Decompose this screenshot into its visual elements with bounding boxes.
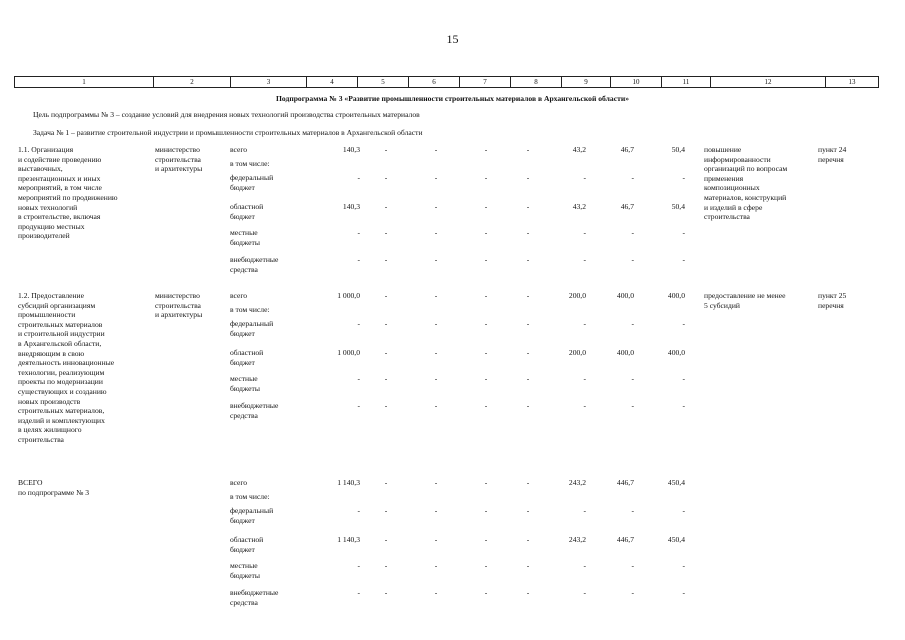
activity-name-line: и содействие проведению <box>18 154 102 164</box>
value-cell-c9: 243,2 <box>568 478 586 487</box>
activity-name-line: изделий и комплектующих <box>18 415 105 425</box>
result-line: композиционных <box>704 183 760 193</box>
value-cell-c4: 1 000,0 <box>337 348 360 357</box>
value-cell-c10: 400,0 <box>616 291 634 300</box>
value-cell-c6: - <box>434 478 438 487</box>
funding-source-line: местные <box>230 228 258 237</box>
value-cell-c4: 1 140,3 <box>337 478 360 487</box>
value-cell-c10: - <box>631 173 634 182</box>
value-cell-c8: - <box>526 561 530 570</box>
value-cell-c4: - <box>357 374 360 383</box>
value-cell-c8: - <box>526 291 530 300</box>
task-text: Задача № 1 – развитие строительной индустрии и промышленности строительных материалов в Архангельской области <box>33 128 423 137</box>
activity-name-line: в Архангельской области, <box>18 339 102 348</box>
funding-source-line: внебюджетные <box>230 401 279 410</box>
value-cell-c11: 450,4 <box>667 478 685 487</box>
funding-source-line: бюджет <box>230 328 255 338</box>
value-cell-c5: - <box>384 228 388 237</box>
value-cell-c10: - <box>631 374 634 383</box>
result-line: информированности <box>704 154 771 164</box>
funding-source-line: всего <box>230 291 248 300</box>
value-cell-c4: 1 000,0 <box>337 291 360 300</box>
value-cell-c10: - <box>631 506 634 515</box>
value-cell-c10: - <box>631 588 634 597</box>
funding-source-line: бюджеты <box>230 237 260 247</box>
value-cell-c11: - <box>682 374 685 383</box>
value-cell-c4: - <box>357 255 360 264</box>
activity-name-line: по подпрограмме № 3 <box>18 487 90 497</box>
executor-line: министерство <box>155 291 200 300</box>
value-cell-c11: - <box>682 588 685 597</box>
value-cell-c4: - <box>357 588 360 597</box>
column-number-header <box>14 76 879 88</box>
value-cell-c4: - <box>357 401 360 410</box>
value-cell-c7: - <box>484 173 488 182</box>
activity-name-line: презентационных и иных <box>18 173 101 183</box>
value-cell-c6: - <box>434 401 438 410</box>
value-cell-c10: - <box>631 401 634 410</box>
value-cell-c4: 140,3 <box>342 145 360 154</box>
value-cell-c11: - <box>682 173 685 182</box>
value-cell-c5: - <box>384 506 388 515</box>
funding-source-line: местные <box>230 561 258 570</box>
value-cell-c5: - <box>384 145 388 154</box>
value-cell-c11: - <box>682 561 685 570</box>
activity-name-line: мероприятий по продвижению <box>18 193 118 202</box>
value-cell-c10: 46,7 <box>620 145 634 154</box>
activity-name-line: выставочных, <box>18 164 63 174</box>
value-cell-c5: - <box>384 535 388 544</box>
value-cell-c7: - <box>484 561 488 570</box>
value-cell-c6: - <box>434 506 438 515</box>
result-line: материалов, конструкций <box>704 193 787 202</box>
value-cell-c11: 50,4 <box>671 202 685 211</box>
value-cell-c8: - <box>526 374 530 383</box>
value-cell-c7: - <box>484 228 488 237</box>
value-cell-c7: - <box>484 255 488 264</box>
value-cell-c5: - <box>384 478 388 487</box>
col-header-2: 2 <box>154 77 231 88</box>
funding-source-line: средства <box>230 410 258 420</box>
value-cell-c6: - <box>434 145 438 154</box>
col-header-8: 8 <box>511 77 562 88</box>
activity-name-line: в целях жилищного <box>18 425 82 435</box>
funding-source-line: областной <box>230 202 264 211</box>
funding-source-line: средства <box>230 264 258 274</box>
col-header-7: 7 <box>460 77 511 88</box>
value-cell-c4: - <box>357 319 360 328</box>
value-cell-c10: 46,7 <box>620 202 634 211</box>
result-line: повышение <box>704 145 742 154</box>
value-cell-c11: - <box>682 255 685 264</box>
value-cell-c10: 446,7 <box>616 478 634 487</box>
value-cell-c5: - <box>384 348 388 357</box>
value-cell-c5: - <box>384 202 388 211</box>
value-cell-c7: - <box>484 291 488 300</box>
value-cell-c8: - <box>526 506 530 515</box>
activity-name-line: существующих и созданию <box>18 387 107 396</box>
value-cell-c6: - <box>434 202 438 211</box>
value-cell-c7: - <box>484 145 488 154</box>
value-cell-c9: - <box>583 173 586 182</box>
reference-line: пункт 25 <box>818 291 847 300</box>
value-cell-c5: - <box>384 173 388 182</box>
value-cell-c5: - <box>384 561 388 570</box>
value-cell-c11: 400,0 <box>667 291 685 300</box>
value-cell-c8: - <box>526 255 530 264</box>
value-cell-c5: - <box>384 588 388 597</box>
reference-line: пункт 24 <box>818 145 847 154</box>
activity-name-line: строительных материалов <box>18 319 103 329</box>
value-cell-c10: - <box>631 319 634 328</box>
value-cell-c8: - <box>526 588 530 597</box>
value-cell-c8: - <box>526 401 530 410</box>
activity-name-line: новых производств <box>18 396 81 406</box>
funding-source-line: в том числе: <box>230 305 270 314</box>
value-cell-c5: - <box>384 319 388 328</box>
subprogram-title: Подпрограмма № 3 «Развитие промышленности строительных материалов в Архангельской области» <box>276 94 629 103</box>
result-line: и изделий в сфере <box>704 202 763 212</box>
value-cell-c7: - <box>484 535 488 544</box>
value-cell-c11: - <box>682 506 685 515</box>
value-cell-c8: - <box>526 228 530 237</box>
value-cell-c5: - <box>384 291 388 300</box>
value-cell-c10: - <box>631 228 634 237</box>
executor-line: министерство <box>155 145 200 154</box>
value-cell-c6: - <box>434 588 438 597</box>
value-cell-c6: - <box>434 535 438 544</box>
activity-name-line: промышленности <box>18 310 76 320</box>
result-line: 5 субсидий <box>704 300 740 310</box>
value-cell-c6: - <box>434 374 438 383</box>
funding-source-line: федеральный <box>230 173 274 182</box>
funding-source-line: внебюджетные <box>230 255 279 264</box>
col-header-5: 5 <box>358 77 409 88</box>
funding-source-line: внебюджетные <box>230 588 279 597</box>
value-cell-c9: - <box>583 506 586 515</box>
funding-source-line: федеральный <box>230 319 274 328</box>
value-cell-c9: - <box>583 401 586 410</box>
value-cell-c6: - <box>434 255 438 264</box>
funding-source-line: всего <box>230 478 248 487</box>
value-cell-c6: - <box>434 228 438 237</box>
funding-source-line: в том числе: <box>230 492 270 501</box>
value-cell-c9: 200,0 <box>568 291 586 300</box>
value-cell-c4: - <box>357 561 360 570</box>
executor-line: и архитектуры <box>155 164 203 174</box>
value-cell-c7: - <box>484 202 488 211</box>
value-cell-c11: - <box>682 401 685 410</box>
activity-name-line: 1.1. Организация <box>18 145 74 154</box>
funding-source-line: бюджет <box>230 544 255 554</box>
value-cell-c11: 450,4 <box>667 535 685 544</box>
value-cell-c9: 43,2 <box>572 202 586 211</box>
activity-name-line: продукцию местных <box>18 221 85 231</box>
value-cell-c7: - <box>484 478 488 487</box>
value-cell-c8: - <box>526 348 530 357</box>
activity-name-line: строительных материалов, <box>18 406 105 416</box>
reference-line: перечня <box>818 154 844 164</box>
col-header-3: 3 <box>231 77 307 88</box>
value-cell-c9: - <box>583 319 586 328</box>
value-cell-c6: - <box>434 319 438 328</box>
funding-source-line: областной <box>230 535 264 544</box>
value-cell-c9: 43,2 <box>572 145 586 154</box>
value-cell-c7: - <box>484 401 488 410</box>
result-line: строительства <box>704 212 750 222</box>
value-cell-c9: 200,0 <box>568 348 586 357</box>
executor-line: строительства <box>155 154 201 164</box>
funding-source-line: бюджеты <box>230 570 260 580</box>
activity-name-line: производителей <box>18 231 70 241</box>
value-cell-c6: - <box>434 291 438 300</box>
col-header-13: 13 <box>826 77 879 88</box>
value-cell-c11: - <box>682 319 685 328</box>
value-cell-c4: 140,3 <box>342 202 360 211</box>
value-cell-c5: - <box>384 374 388 383</box>
value-cell-c11: 50,4 <box>671 145 685 154</box>
funding-source-line: всего <box>230 145 248 154</box>
value-cell-c11: 400,0 <box>667 348 685 357</box>
value-cell-c9: - <box>583 255 586 264</box>
value-cell-c10: - <box>631 561 634 570</box>
value-cell-c7: - <box>484 506 488 515</box>
value-cell-c8: - <box>526 478 530 487</box>
col-header-11: 11 <box>662 77 711 88</box>
reference-line: перечня <box>818 300 844 310</box>
funding-source-line: средства <box>230 597 258 607</box>
activity-name-line: внедряющим в свою <box>18 348 85 358</box>
value-cell-c4: - <box>357 228 360 237</box>
result-line: применения <box>704 173 744 183</box>
value-cell-c6: - <box>434 561 438 570</box>
col-header-10: 10 <box>611 77 662 88</box>
value-cell-c6: - <box>434 173 438 182</box>
value-cell-c11: - <box>682 228 685 237</box>
goal-text: Цель подпрограммы № 3 – создание условий для внедрения новых технологий производства строительных материалов <box>33 110 420 119</box>
funding-source-line: в том числе: <box>230 159 270 168</box>
executor-line: и архитектуры <box>155 310 203 320</box>
value-cell-c9: 243,2 <box>568 535 586 544</box>
value-cell-c4: 1 140,3 <box>337 535 360 544</box>
col-header-6: 6 <box>409 77 460 88</box>
activity-name-line: и строительной индустрии <box>18 329 105 339</box>
value-cell-c7: - <box>484 319 488 328</box>
value-cell-c7: - <box>484 588 488 597</box>
value-cell-c9: - <box>583 561 586 570</box>
page-number: 15 <box>446 32 459 46</box>
value-cell-c7: - <box>484 348 488 357</box>
value-cell-c10: - <box>631 255 634 264</box>
value-cell-c6: - <box>434 348 438 357</box>
activity-name-line: проекты по модернизации <box>18 377 103 387</box>
col-header-4: 4 <box>307 77 358 88</box>
funding-source-line: бюджет <box>230 211 255 221</box>
col-header-9: 9 <box>562 77 611 88</box>
col-header-1: 1 <box>15 77 154 88</box>
value-cell-c8: - <box>526 145 530 154</box>
activity-name-line: технологии, реализующим <box>18 367 105 377</box>
value-cell-c9: - <box>583 374 586 383</box>
col-header-12: 12 <box>711 77 826 88</box>
executor-line: строительства <box>155 300 201 310</box>
activity-name-line: в строительстве, включая <box>18 212 101 222</box>
value-cell-c9: - <box>583 228 586 237</box>
value-cell-c8: - <box>526 202 530 211</box>
funding-source-line: бюджет <box>230 182 255 192</box>
value-cell-c8: - <box>526 535 530 544</box>
value-cell-c10: 446,7 <box>616 535 634 544</box>
value-cell-c7: - <box>484 374 488 383</box>
value-cell-c10: 400,0 <box>616 348 634 357</box>
activity-name-line: 1.2. Предоставление <box>18 291 84 300</box>
activity-name-line: новых технологий <box>18 202 78 212</box>
value-cell-c8: - <box>526 173 530 182</box>
value-cell-c5: - <box>384 255 388 264</box>
result-line: предоставление не менее <box>704 291 786 300</box>
funding-source-line: областной <box>230 348 264 357</box>
funding-source-line: федеральный <box>230 506 274 515</box>
value-cell-c5: - <box>384 401 388 410</box>
value-cell-c4: - <box>357 506 360 515</box>
activity-name-line: строительства <box>18 435 64 444</box>
activity-name-line: мероприятий, в том числе <box>18 183 102 193</box>
value-cell-c4: - <box>357 173 360 182</box>
activity-name-line: ВСЕГО <box>18 478 43 487</box>
activity-name-line: деятельность инновационные <box>18 358 115 368</box>
value-cell-c9: - <box>583 588 586 597</box>
funding-source-line: бюджеты <box>230 383 260 393</box>
funding-source-line: бюджет <box>230 515 255 525</box>
value-cell-c8: - <box>526 319 530 328</box>
activity-name-line: субсидий организациям <box>18 300 96 310</box>
funding-source-line: бюджет <box>230 357 255 367</box>
result-line: организаций по вопросам <box>704 164 788 174</box>
funding-source-line: местные <box>230 374 258 383</box>
